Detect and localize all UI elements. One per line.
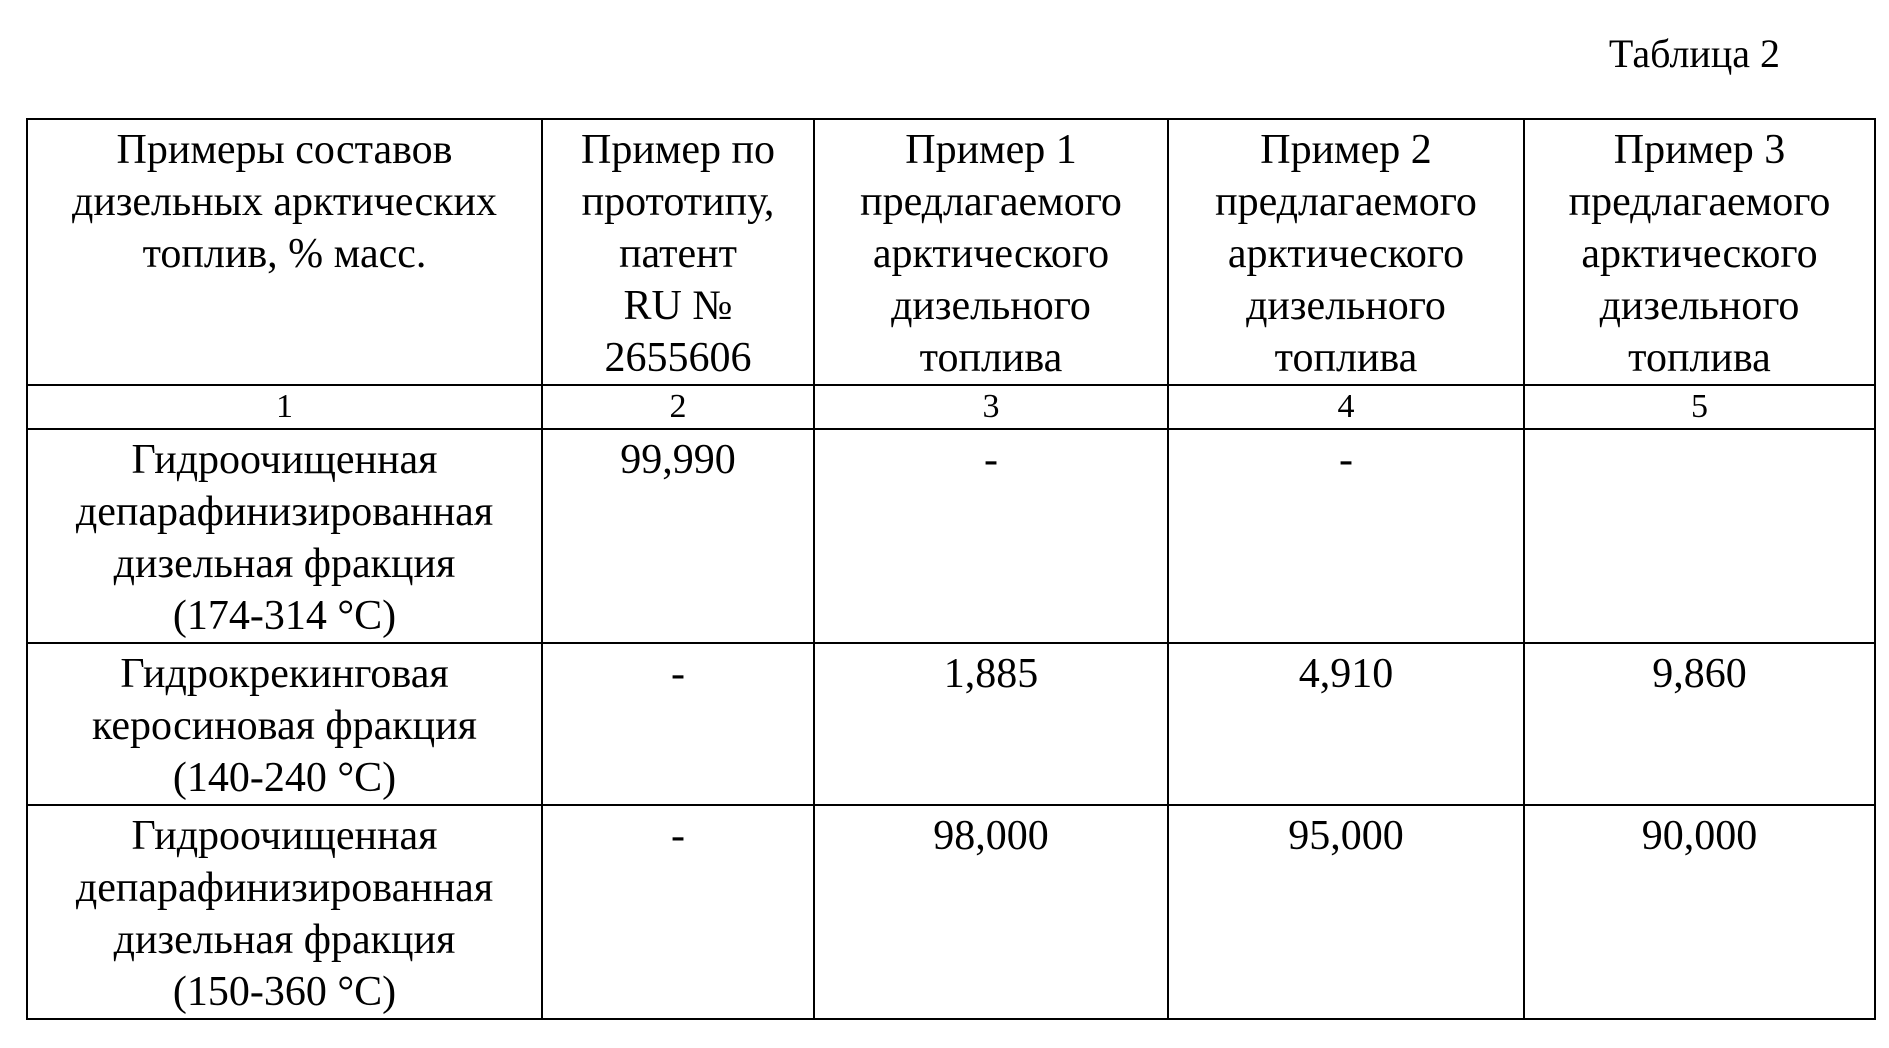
column-number: 3 (814, 385, 1168, 429)
table-caption: Таблица 2 (1608, 31, 1780, 76)
header-cell-example-1: Пример 1 предлагаемого арктического дизельного топлива (814, 119, 1168, 385)
column-number: 2 (542, 385, 814, 429)
header-cell-prototype: Пример по прототипу, патент RU № 2655606 (542, 119, 814, 385)
value-cell: 95,000 (1168, 805, 1524, 1019)
component-cell: Гидроочищенная депарафинизированная дизельная фракция (150-360 °С) (27, 805, 542, 1019)
table-row (27, 429, 1875, 643)
value-cell (1524, 429, 1875, 643)
column-number-row (27, 385, 1875, 429)
table-row (27, 805, 1875, 1019)
value-cell: 99,990 (542, 429, 814, 643)
value-cell: 4,910 (1168, 643, 1524, 805)
column-number: 5 (1524, 385, 1875, 429)
header-cell-example-3: Пример 3 предлагаемого арктического дизельного топлива (1524, 119, 1875, 385)
value-cell: - (814, 429, 1168, 643)
header-cell-example-2: Пример 2 предлагаемого арктического дизельного топлива (1168, 119, 1524, 385)
fuel-composition-table (26, 118, 1876, 1020)
component-cell: Гидрокрекинговая керосиновая фракция (140-240 °С) (27, 643, 542, 805)
value-cell: - (542, 643, 814, 805)
component-cell: Гидроочищенная депарафинизированная дизельная фракция (174-314 °С) (27, 429, 542, 643)
value-cell: 1,885 (814, 643, 1168, 805)
value-cell: 90,000 (1524, 805, 1875, 1019)
column-number: 1 (27, 385, 542, 429)
value-cell: - (1168, 429, 1524, 643)
header-cell-compositions: Примеры составов дизельных арктических топлив, % масс. (27, 119, 542, 385)
value-cell: 98,000 (814, 805, 1168, 1019)
header-row (27, 119, 1875, 385)
value-cell: 9,860 (1524, 643, 1875, 805)
column-number: 4 (1168, 385, 1524, 429)
value-cell: - (542, 805, 814, 1019)
table-row (27, 643, 1875, 805)
